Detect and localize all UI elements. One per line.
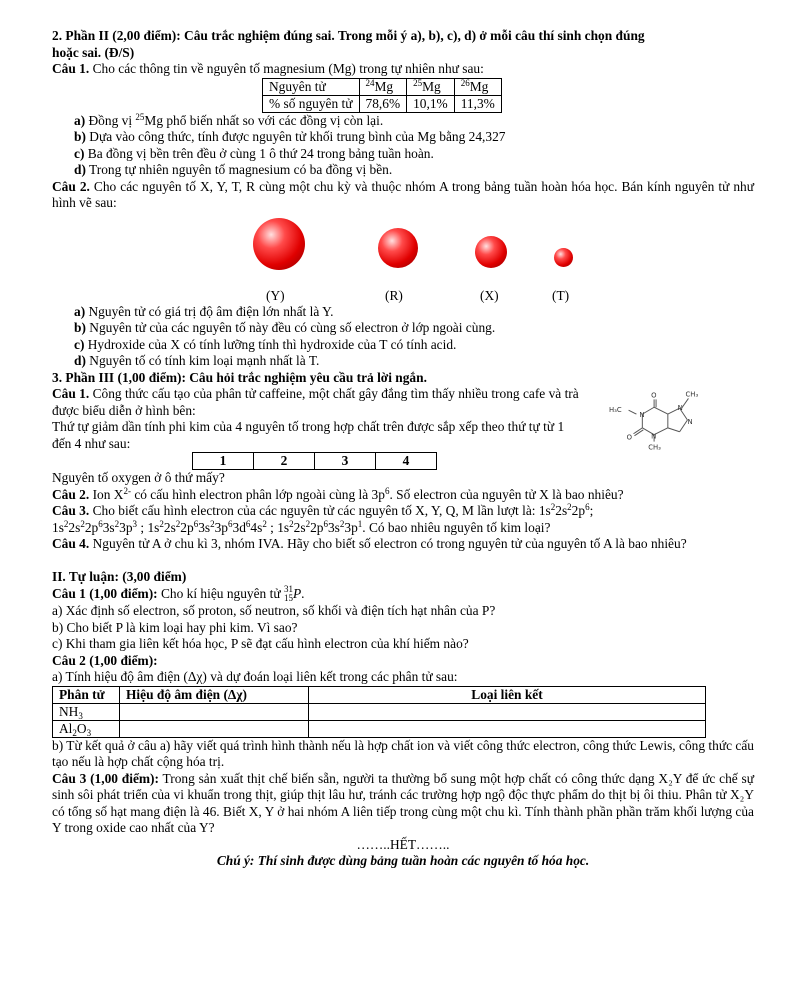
- part2-heading-2: hoặc sai. (Đ/S): [52, 44, 135, 60]
- part3-q3: Câu 3. Cho biết cấu hình electron của các nguyên tử các nguyên tố X, Y, Q, M lần lượt là: $1s^22s^22p^6$;: [52, 502, 594, 518]
- essay-q2-b: b) Từ kết quả ở câu a) hãy viết quá trình hình thành nếu là hợp chất ion và viết công thức electron, công thức Lewis, công thức cấu tạo nếu là hợp chất cộng hóa trị.: [52, 737, 754, 769]
- essay-q1-b: b) Cho biết P là kim loại hay phi kim. Vì sao?: [52, 619, 298, 635]
- iso-head-26: $^{26}$Mg: [454, 78, 501, 95]
- order-table: [192, 452, 437, 470]
- bond-row-al2o3: $Al_2O_3$: [53, 720, 120, 737]
- caffeine-n3: N: [650, 432, 657, 441]
- bond-cell-empty: [309, 703, 706, 720]
- exam-note: Chú ý: Thí sinh được dùng bảng tuần hoàn các nguyên tố hóa học.: [216, 853, 590, 868]
- caffeine-o-top: O: [650, 391, 657, 400]
- order-cell: 1: [193, 453, 254, 470]
- iso-percent: 10,1%: [407, 95, 455, 112]
- bond-header-delta: Hiệu độ âm điện (Δχ): [120, 686, 309, 703]
- bond-header-type: Loại liên kết: [309, 686, 706, 703]
- essay-heading: II. Tự luận: (3,00 điểm): [52, 568, 187, 584]
- atom-t-sphere: [554, 248, 573, 267]
- atom-label-r: (R): [385, 287, 403, 303]
- atom-label-t: (T): [552, 287, 570, 303]
- isotope-table: [262, 78, 502, 113]
- q1-item-c: c) Ba đồng vị bền trên đều ở cùng 1 ô thứ 24 trong bảng tuần hoàn.: [74, 145, 434, 161]
- q2-item-a: a) Nguyên tử có giá trị độ âm điện lớn nhất là Y.: [74, 303, 334, 319]
- caffeine-o-left: O: [626, 433, 632, 442]
- essay-q2-a: a) Tính hiệu độ âm điện (Δχ) và dự đoán loại liên kết trong các phân tử sau:: [52, 669, 458, 684]
- bond-table: [52, 686, 706, 738]
- q1-item-b: b) Dựa vào công thức, tính được nguyên tử khối trung bình của Mg bằng 24,327: [74, 129, 506, 144]
- iso-percent: 78,6%: [359, 95, 407, 112]
- bond-cell-empty: [309, 720, 706, 737]
- essay-q1: Câu 1 (1,00 điểm): Cho kí hiệu nguyên tử 31 15P.: [52, 584, 305, 603]
- part2-heading: 2. Phần II (2,00 điểm): Câu trắc nghiệm đúng sai. Trong mỗi ý a), b), c), d) ở mỗi câu thí sinh chọn đúng: [52, 28, 645, 43]
- caffeine-ch3-bottom: CH₃: [648, 443, 661, 452]
- part3-q2: Câu 2. Ion $X^{2-}$ có cấu hình electron phân lớp ngoài cùng là $3p^6$. Số electron của nguyên tử X là bao nhiêu?: [52, 485, 624, 502]
- atom-y-sphere: [253, 218, 305, 270]
- part3-q1-ask: Nguyên tố oxygen ở ô thứ mấy?: [52, 470, 225, 485]
- part3-q4: Câu 4. Nguyên tử A ở chu kì 3, nhóm IVA. Hãy cho biết số electron có trong nguyên tử của nguyên tố A là bao nhiêu?: [52, 536, 687, 551]
- bond-header-molecule: Phân tử: [53, 686, 120, 703]
- iso-head-24: $^{24}$Mg: [359, 78, 407, 95]
- essay-q1-c: c) Khi tham gia liên kết hóa học, P sẽ đạt cấu hình electron của khí hiếm nào?: [52, 636, 469, 651]
- part3-q3-configs: $1s^22s^22p^63s^23p^3$ ; $1s^22s^22p^63s^23p^63d^64s^2$ ; $1s^22s^22p^63s^23p^1$. Có bao nhiêu nguyên tố kim loại?: [52, 518, 551, 535]
- part3-heading: 3. Phần III (1,00 điểm): Câu hỏi trắc nghiệm yêu cầu trả lời ngắn.: [52, 369, 427, 385]
- atom-label-y: (Y): [266, 287, 285, 303]
- essay-q2: Câu 2 (1,00 điểm):: [52, 652, 158, 668]
- end-marker: ……..HẾT……..: [356, 836, 450, 852]
- bond-cell-empty: [120, 703, 309, 720]
- iso-row-label: % số nguyên tử: [263, 95, 360, 112]
- part3-q1: Câu 1. Công thức cấu tạo của phân tử caffeine, một chất gây đắng tìm thấy nhiều trong cafe và trà được biểu diễn ở hình bên:: [52, 386, 579, 418]
- caffeine-ch3-left: H₃C: [608, 406, 622, 415]
- atom-label-x: (X): [480, 287, 499, 303]
- caffeine-ch3-top: CH₃: [685, 390, 699, 399]
- order-cell: 4: [376, 453, 437, 470]
- part3-q1-text2: Thứ tự giảm dần tính phi kim của 4 nguyên tố trong hợp chất trên được sắp xếp theo thứ tự từ 1 đến 4 như sau:: [52, 419, 565, 451]
- part2-q1: Câu 1. Cho các thông tin về nguyên tố magnesium (Mg) trong tự nhiên như sau:: [52, 61, 484, 76]
- caffeine-structure-diagram: [607, 388, 754, 452]
- atom-labels: [52, 288, 754, 304]
- atom-radius-figure: [52, 214, 754, 288]
- atom-x-sphere: [475, 236, 507, 268]
- caffeine-n1: N: [639, 411, 645, 420]
- essay-q1-a: a) Xác định số electron, số proton, số neutron, số khối và điện tích hạt nhân của P?: [52, 603, 496, 618]
- caffeine-block: [52, 386, 754, 452]
- order-cell: 3: [315, 453, 376, 470]
- iso-head-25: $^{25}$Mg: [407, 78, 455, 95]
- caffeine-n9: N: [687, 417, 693, 426]
- essay-q3: Câu 3 (1,00 điểm): Trong sản xuất thịt chế biến sẵn, người ta thường bổ sung một hợp chất có công thức dạng X₂Y để ức chế sự sinh sôi phát triển của vi khuẩn trong thịt, giúp thịt lâu hư, tránh các trường hợp ngộ độc thực phẩm do thịt bị ôi thiu. Phân tử X₂Y có tổng số hạt mang điện là 46. Biết X, Y ở hai nhóm A liên tiếp trong cùng một chu kì. Tính thành phần phần trăm khối lượng của Y trong oxide cao nhất của Y?: [52, 770, 754, 835]
- q1-item-d: d) Trong tự nhiên nguyên tố magnesium có ba đồng vị bền.: [74, 162, 393, 177]
- part2-q2: Câu 2. Cho các nguyên tố X, Y, T, R cùng một chu kỳ và thuộc nhóm A trong bảng tuần hoàn hóa học. Bán kính nguyên tử như hình vẽ sau:: [52, 178, 754, 210]
- iso-row-label: Nguyên tử: [263, 78, 360, 95]
- bond-cell-empty: [120, 720, 309, 737]
- caffeine-n7: N: [677, 404, 683, 413]
- bond-row-nh3: $NH_3$: [53, 703, 120, 720]
- iso-percent: 11,3%: [454, 95, 501, 112]
- q2-item-c: c) Hydroxide của X có tính lưỡng tính thì hydroxide của T có tính acid.: [74, 336, 457, 352]
- atom-r-sphere: [378, 228, 418, 268]
- q1-item-a: a) Đồng vị $^{25}$Mg phổ biến nhất so với các đồng vị còn lại.: [74, 111, 384, 128]
- order-cell: 2: [254, 453, 315, 470]
- q2-item-d: d) Nguyên tố có tính kim loại mạnh nhất là T.: [74, 353, 320, 368]
- q2-item-b: b) Nguyên tử của các nguyên tố này đều có cùng số electron ở lớp ngoài cùng.: [74, 320, 496, 335]
